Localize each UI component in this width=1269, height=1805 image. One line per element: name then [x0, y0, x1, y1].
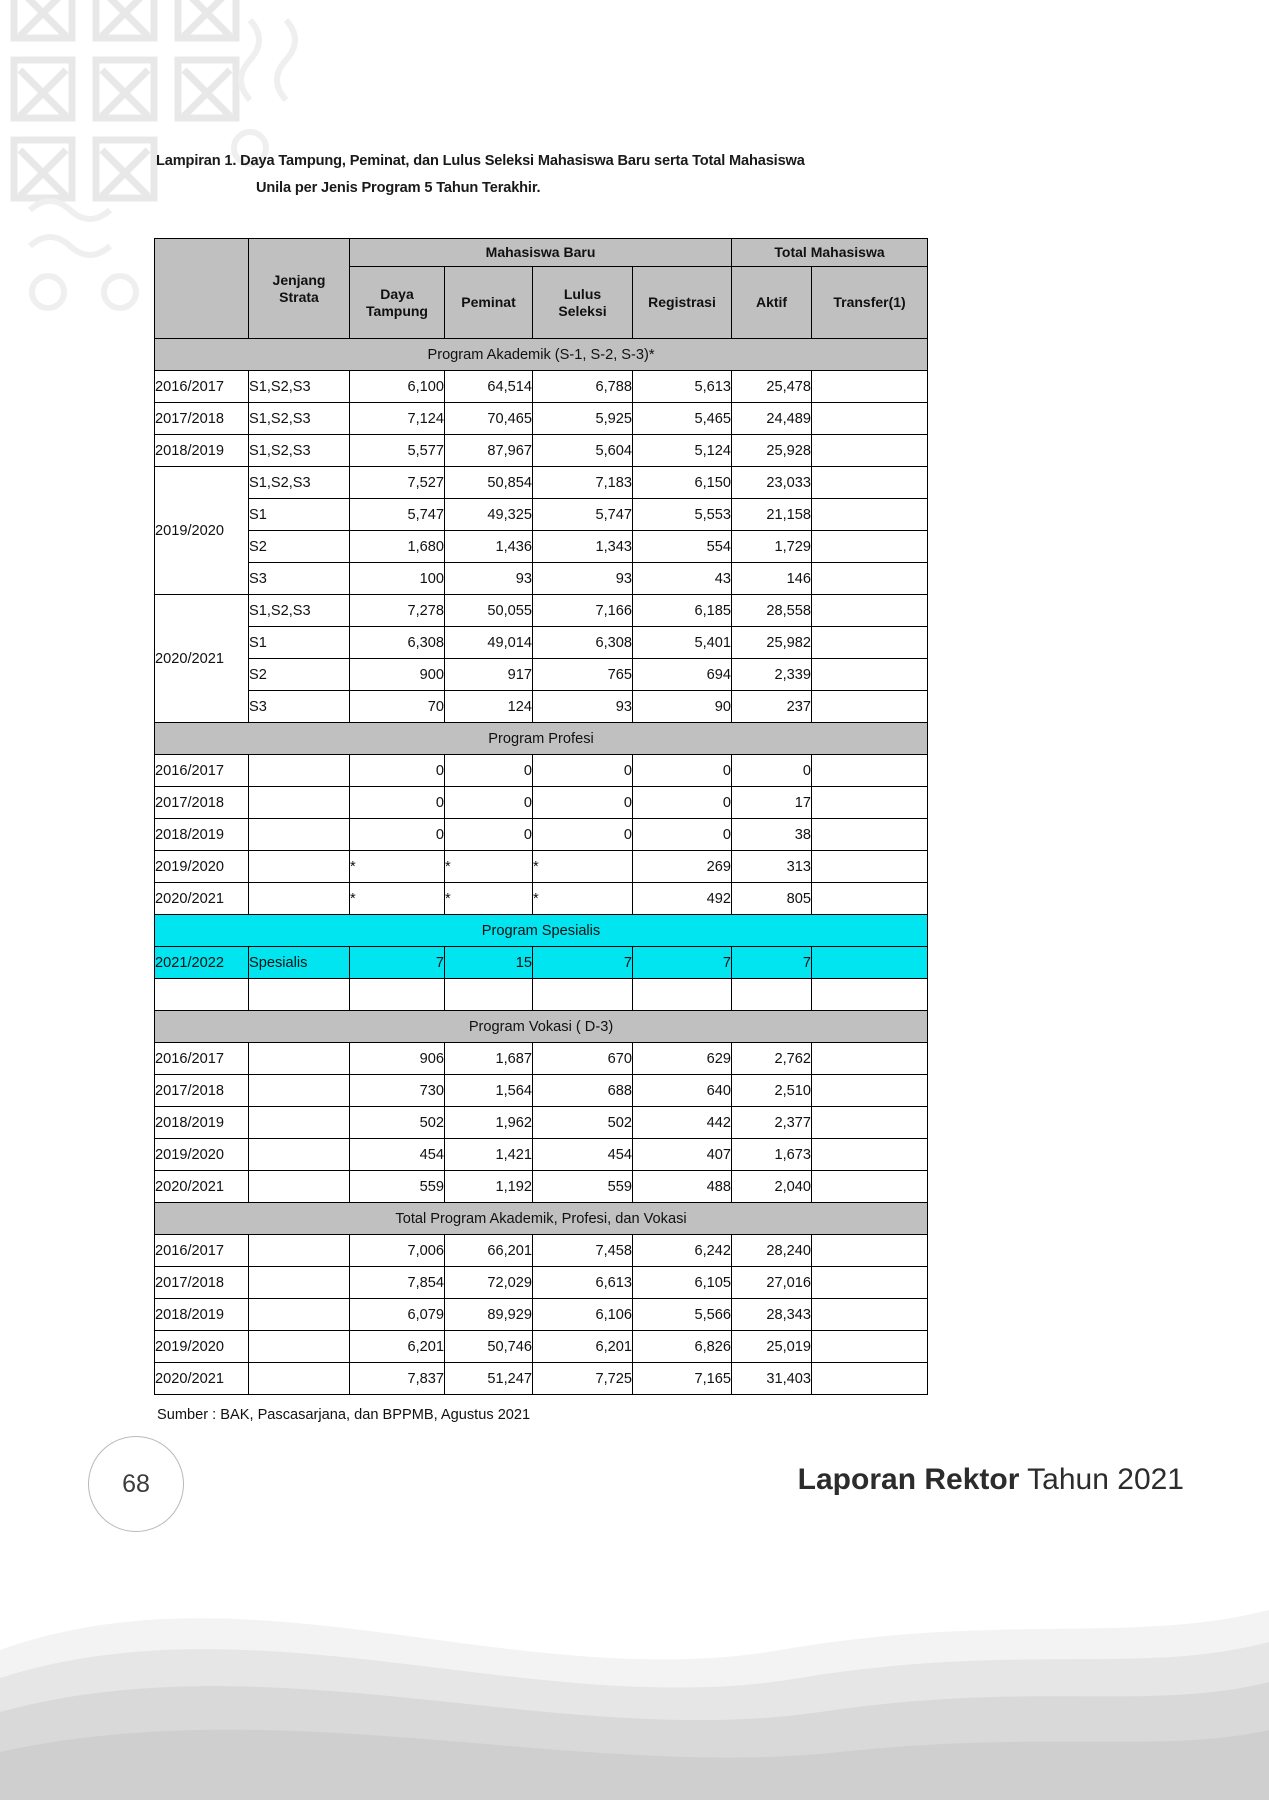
- cell-peminat: 0: [445, 787, 533, 819]
- cell-aktif: 2,377: [732, 1107, 812, 1139]
- cell-registrasi: 640: [633, 1075, 732, 1107]
- page-number: 68: [122, 1469, 150, 1498]
- cell-daya-tampung: 906: [350, 1043, 445, 1075]
- section-title: Total Program Akademik, Profesi, dan Vokasi: [155, 1203, 928, 1235]
- cell-transfer: [812, 1299, 928, 1331]
- section-title: Program Akademik (S-1, S-2, S-3)*: [155, 339, 928, 371]
- cell-daya-tampung: 6,201: [350, 1331, 445, 1363]
- table-row: [155, 947, 928, 979]
- cell-transfer: [812, 947, 928, 979]
- cell-registrasi: 694: [633, 659, 732, 691]
- cell-transfer: [812, 563, 928, 595]
- cell-aktif: 24,489: [732, 403, 812, 435]
- cell-daya-tampung: 7,527: [350, 467, 445, 499]
- cell-aktif: 28,558: [732, 595, 812, 627]
- cell-jenjang-strata: S1,S2,S3: [249, 403, 350, 435]
- table-row: [155, 1043, 928, 1075]
- cell-peminat: 917: [445, 659, 533, 691]
- cell-aktif: 28,240: [732, 1235, 812, 1267]
- cell-aktif: 2,040: [732, 1171, 812, 1203]
- cell-transfer: [812, 819, 928, 851]
- cell-peminat: 0: [445, 755, 533, 787]
- table-row: [155, 851, 928, 883]
- table-row: [155, 563, 928, 595]
- cell-jenjang-strata: [249, 787, 350, 819]
- table-row: [155, 467, 928, 499]
- section-header-row: [155, 1011, 928, 1043]
- cell-registrasi: 407: [633, 1139, 732, 1171]
- cell-aktif: 237: [732, 691, 812, 723]
- cell-jenjang-strata: S1: [249, 627, 350, 659]
- cell-registrasi: [633, 979, 732, 1011]
- table-row: [155, 403, 928, 435]
- cell-jenjang-strata: [249, 979, 350, 1011]
- cell-transfer: [812, 1235, 928, 1267]
- cell-registrasi: 0: [633, 819, 732, 851]
- header-lulus-seleksi: [533, 267, 633, 339]
- cell-jenjang-strata: S1,S2,S3: [249, 467, 350, 499]
- cell-transfer: [812, 755, 928, 787]
- cell-jenjang-strata: [249, 1267, 350, 1299]
- cell-lulus-seleksi: 6,788: [533, 371, 633, 403]
- table-row: [155, 1107, 928, 1139]
- cell-registrasi: 7,165: [633, 1363, 732, 1395]
- cell-daya-tampung: 730: [350, 1075, 445, 1107]
- cell-daya-tampung: *: [350, 851, 445, 883]
- cell-academic-year: 2017/2018: [155, 787, 249, 819]
- cell-daya-tampung: 6,308: [350, 627, 445, 659]
- cell-academic-year: 2020/2021: [155, 883, 249, 915]
- cell-aktif: 25,928: [732, 435, 812, 467]
- table-row: [155, 979, 928, 1011]
- cell-jenjang-strata: [249, 1139, 350, 1171]
- cell-lulus-seleksi: *: [533, 883, 633, 915]
- caption-line-2: Unila per Jenis Program 5 Tahun Terakhir.: [256, 179, 541, 196]
- cell-peminat: 64,514: [445, 371, 533, 403]
- cell-lulus-seleksi: 0: [533, 819, 633, 851]
- table-row: [155, 1363, 928, 1395]
- cell-jenjang-strata: [249, 755, 350, 787]
- cell-aktif: 38: [732, 819, 812, 851]
- cell-transfer: [812, 787, 928, 819]
- cell-aktif: 2,339: [732, 659, 812, 691]
- cell-daya-tampung: 70: [350, 691, 445, 723]
- header-daya-tampung: [350, 267, 445, 339]
- table-row: [155, 499, 928, 531]
- header-group-mahasiswa-baru: Mahasiswa Baru: [350, 239, 732, 267]
- cell-lulus-seleksi: 5,925: [533, 403, 633, 435]
- cell-academic-year: 2016/2017: [155, 755, 249, 787]
- cell-transfer: [812, 1363, 928, 1395]
- cell-lulus-seleksi: 502: [533, 1107, 633, 1139]
- cell-transfer: [812, 1043, 928, 1075]
- cell-jenjang-strata: S2: [249, 659, 350, 691]
- cell-aktif: 313: [732, 851, 812, 883]
- cell-registrasi: 5,566: [633, 1299, 732, 1331]
- header-jenjang-line1: Jenjang: [272, 272, 326, 289]
- header-transfer: Transfer(1): [812, 267, 928, 339]
- cell-registrasi: 269: [633, 851, 732, 883]
- cell-registrasi: 7: [633, 947, 732, 979]
- header-lulus-line1: Lulus: [563, 286, 602, 303]
- table-row: [155, 691, 928, 723]
- cell-aktif: 25,019: [732, 1331, 812, 1363]
- cell-academic-year: 2018/2019: [155, 435, 249, 467]
- cell-lulus-seleksi: 7,458: [533, 1235, 633, 1267]
- cell-aktif: 23,033: [732, 467, 812, 499]
- cell-daya-tampung: 0: [350, 819, 445, 851]
- header-daya-line1: Daya: [380, 286, 414, 303]
- cell-peminat: 50,746: [445, 1331, 533, 1363]
- table-row: [155, 1299, 928, 1331]
- cell-daya-tampung: 1,680: [350, 531, 445, 563]
- cell-transfer: [812, 1107, 928, 1139]
- table-row: [155, 531, 928, 563]
- cell-academic-year: 2019/2020: [155, 851, 249, 883]
- cell-peminat: 66,201: [445, 1235, 533, 1267]
- cell-lulus-seleksi: 688: [533, 1075, 633, 1107]
- cell-jenjang-strata: S1,S2,S3: [249, 371, 350, 403]
- table-row: [155, 1235, 928, 1267]
- cell-transfer: [812, 1075, 928, 1107]
- cell-daya-tampung: 7: [350, 947, 445, 979]
- cell-registrasi: 442: [633, 1107, 732, 1139]
- cell-peminat: 15: [445, 947, 533, 979]
- cell-aktif: 805: [732, 883, 812, 915]
- table-row: [155, 371, 928, 403]
- cell-peminat: 49,325: [445, 499, 533, 531]
- page-title: [156, 148, 906, 202]
- cell-lulus-seleksi: 5,747: [533, 499, 633, 531]
- table-row: [155, 755, 928, 787]
- cell-academic-year: 2020/2021: [155, 595, 249, 723]
- cell-jenjang-strata: S1,S2,S3: [249, 435, 350, 467]
- cell-registrasi: 554: [633, 531, 732, 563]
- cell-jenjang-strata: [249, 819, 350, 851]
- cell-registrasi: 6,826: [633, 1331, 732, 1363]
- cell-academic-year: 2021/2022: [155, 947, 249, 979]
- cell-transfer: [812, 979, 928, 1011]
- cell-jenjang-strata: [249, 1107, 350, 1139]
- table-row: [155, 819, 928, 851]
- cell-jenjang-strata: [249, 883, 350, 915]
- cell-daya-tampung: *: [350, 883, 445, 915]
- cell-transfer: [812, 595, 928, 627]
- footer-brand-light: Tahun 2021: [1019, 1463, 1184, 1496]
- cell-transfer: [812, 435, 928, 467]
- cell-daya-tampung: 100: [350, 563, 445, 595]
- cell-academic-year: 2019/2020: [155, 1139, 249, 1171]
- cell-daya-tampung: 559: [350, 1171, 445, 1203]
- cell-aktif: 146: [732, 563, 812, 595]
- cell-peminat: 1,564: [445, 1075, 533, 1107]
- caption-line-1: Lampiran 1. Daya Tampung, Peminat, dan Lulus Seleksi Mahasiswa Baru serta Total Mahasiswa: [156, 153, 805, 169]
- cell-academic-year: 2016/2017: [155, 371, 249, 403]
- cell-transfer: [812, 691, 928, 723]
- cell-aktif: 7: [732, 947, 812, 979]
- header-year-blank: [155, 239, 249, 339]
- cell-aktif: 0: [732, 755, 812, 787]
- cell-academic-year: 2020/2021: [155, 1171, 249, 1203]
- cell-lulus-seleksi: 0: [533, 755, 633, 787]
- cell-academic-year: 2018/2019: [155, 1299, 249, 1331]
- table-row: [155, 1139, 928, 1171]
- table-header: [155, 239, 928, 339]
- cell-aktif: 17: [732, 787, 812, 819]
- cell-academic-year: 2017/2018: [155, 1075, 249, 1107]
- cell-lulus-seleksi: 670: [533, 1043, 633, 1075]
- cell-jenjang-strata: S3: [249, 691, 350, 723]
- header-group-total-mahasiswa: Total Mahasiswa: [732, 239, 928, 267]
- cell-registrasi: 6,150: [633, 467, 732, 499]
- cell-daya-tampung: 5,747: [350, 499, 445, 531]
- header-lulus-line2: Seleksi: [558, 302, 607, 319]
- section-header-row: [155, 723, 928, 755]
- cell-jenjang-strata: [249, 1299, 350, 1331]
- cell-peminat: *: [445, 883, 533, 915]
- cell-daya-tampung: 5,577: [350, 435, 445, 467]
- section-header-row: [155, 1203, 928, 1235]
- cell-academic-year: 2020/2021: [155, 1363, 249, 1395]
- cell-peminat: 1,421: [445, 1139, 533, 1171]
- cell-aktif: 27,016: [732, 1267, 812, 1299]
- footer-brand-bold: Laporan Rektor: [797, 1463, 1020, 1496]
- cell-registrasi: 6,185: [633, 595, 732, 627]
- cell-lulus-seleksi: 93: [533, 563, 633, 595]
- cell-jenjang-strata: S1: [249, 499, 350, 531]
- cell-aktif: 2,510: [732, 1075, 812, 1107]
- cell-academic-year: 2019/2020: [155, 467, 249, 595]
- cell-daya-tampung: 7,837: [350, 1363, 445, 1395]
- cell-jenjang-strata: S1,S2,S3: [249, 595, 350, 627]
- cell-transfer: [812, 371, 928, 403]
- table-row: [155, 435, 928, 467]
- cell-lulus-seleksi: [533, 979, 633, 1011]
- table-row: [155, 787, 928, 819]
- cell-daya-tampung: 0: [350, 787, 445, 819]
- cell-lulus-seleksi: 765: [533, 659, 633, 691]
- cell-transfer: [812, 659, 928, 691]
- cell-academic-year: 2017/2018: [155, 403, 249, 435]
- cell-daya-tampung: 7,124: [350, 403, 445, 435]
- cell-peminat: [445, 979, 533, 1011]
- lampiran-table: [154, 238, 928, 1395]
- table-body: [155, 339, 928, 1395]
- cell-daya-tampung: 454: [350, 1139, 445, 1171]
- cell-lulus-seleksi: 1,343: [533, 531, 633, 563]
- cell-transfer: [812, 1331, 928, 1363]
- cell-transfer: [812, 883, 928, 915]
- cell-peminat: 72,029: [445, 1267, 533, 1299]
- cell-jenjang-strata: [249, 1171, 350, 1203]
- table-row: [155, 595, 928, 627]
- cell-aktif: 25,982: [732, 627, 812, 659]
- cell-daya-tampung: [350, 979, 445, 1011]
- cell-transfer: [812, 627, 928, 659]
- cell-aktif: 1,673: [732, 1139, 812, 1171]
- cell-daya-tampung: 6,100: [350, 371, 445, 403]
- cell-jenjang-strata: [249, 1235, 350, 1267]
- table-header-group-row: [155, 239, 928, 267]
- cell-peminat: 50,055: [445, 595, 533, 627]
- cell-aktif: 31,403: [732, 1363, 812, 1395]
- cell-lulus-seleksi: 7: [533, 947, 633, 979]
- cell-registrasi: 5,401: [633, 627, 732, 659]
- table-row: [155, 627, 928, 659]
- page-number-badge: [88, 1436, 184, 1532]
- cell-transfer: [812, 1171, 928, 1203]
- table-row: [155, 883, 928, 915]
- cell-lulus-seleksi: 6,613: [533, 1267, 633, 1299]
- cell-jenjang-strata: [249, 851, 350, 883]
- cell-lulus-seleksi: 7,725: [533, 1363, 633, 1395]
- cell-transfer: [812, 499, 928, 531]
- cell-lulus-seleksi: 7,166: [533, 595, 633, 627]
- cell-peminat: 1,687: [445, 1043, 533, 1075]
- cell-daya-tampung: 6,079: [350, 1299, 445, 1331]
- lampiran-table-container: [154, 238, 927, 1395]
- cell-jenjang-strata: S2: [249, 531, 350, 563]
- table-row: [155, 659, 928, 691]
- table-row: [155, 1171, 928, 1203]
- section-header-row: [155, 915, 928, 947]
- cell-aktif: 28,343: [732, 1299, 812, 1331]
- cell-daya-tampung: 900: [350, 659, 445, 691]
- cell-aktif: 25,478: [732, 371, 812, 403]
- cell-peminat: 70,465: [445, 403, 533, 435]
- cell-registrasi: 5,613: [633, 371, 732, 403]
- cell-jenjang-strata: Spesialis: [249, 947, 350, 979]
- cell-academic-year: 2016/2017: [155, 1235, 249, 1267]
- header-jenjang-line2: Strata: [279, 288, 319, 305]
- cell-lulus-seleksi: *: [533, 851, 633, 883]
- cell-academic-year: 2019/2020: [155, 1331, 249, 1363]
- cell-registrasi: 5,465: [633, 403, 732, 435]
- cell-transfer: [812, 531, 928, 563]
- cell-peminat: 0: [445, 819, 533, 851]
- table-row: [155, 1267, 928, 1299]
- section-title: Program Spesialis: [155, 915, 928, 947]
- cell-lulus-seleksi: 6,106: [533, 1299, 633, 1331]
- cell-registrasi: 488: [633, 1171, 732, 1203]
- table-row: [155, 1075, 928, 1107]
- cell-peminat: *: [445, 851, 533, 883]
- section-header-row: [155, 339, 928, 371]
- header-peminat: Peminat: [445, 267, 533, 339]
- cell-jenjang-strata: [249, 1043, 350, 1075]
- cell-peminat: 87,967: [445, 435, 533, 467]
- cell-lulus-seleksi: 559: [533, 1171, 633, 1203]
- cell-peminat: 89,929: [445, 1299, 533, 1331]
- cell-registrasi: 5,124: [633, 435, 732, 467]
- section-title: Program Profesi: [155, 723, 928, 755]
- cell-transfer: [812, 851, 928, 883]
- cell-peminat: 1,192: [445, 1171, 533, 1203]
- cell-daya-tampung: 0: [350, 755, 445, 787]
- cell-daya-tampung: 7,006: [350, 1235, 445, 1267]
- cell-jenjang-strata: S3: [249, 563, 350, 595]
- header-jenjang-strata: [249, 239, 350, 339]
- cell-lulus-seleksi: 6,308: [533, 627, 633, 659]
- cell-peminat: 1,962: [445, 1107, 533, 1139]
- cell-registrasi: 0: [633, 755, 732, 787]
- cell-academic-year: 2018/2019: [155, 1107, 249, 1139]
- section-title: Program Vokasi ( D-3): [155, 1011, 928, 1043]
- cell-transfer: [812, 1139, 928, 1171]
- cell-aktif: 21,158: [732, 499, 812, 531]
- cell-academic-year: [155, 979, 249, 1011]
- cell-daya-tampung: 7,278: [350, 595, 445, 627]
- cell-registrasi: 5,553: [633, 499, 732, 531]
- cell-lulus-seleksi: 454: [533, 1139, 633, 1171]
- cell-peminat: 51,247: [445, 1363, 533, 1395]
- cell-academic-year: 2016/2017: [155, 1043, 249, 1075]
- cell-registrasi: 6,105: [633, 1267, 732, 1299]
- cell-peminat: 49,014: [445, 627, 533, 659]
- cell-daya-tampung: 502: [350, 1107, 445, 1139]
- cell-registrasi: 629: [633, 1043, 732, 1075]
- header-registrasi: Registrasi: [633, 267, 732, 339]
- cell-peminat: 1,436: [445, 531, 533, 563]
- cell-transfer: [812, 403, 928, 435]
- cell-academic-year: 2017/2018: [155, 1267, 249, 1299]
- cell-lulus-seleksi: 6,201: [533, 1331, 633, 1363]
- cell-jenjang-strata: [249, 1363, 350, 1395]
- cell-transfer: [812, 467, 928, 499]
- cell-peminat: 93: [445, 563, 533, 595]
- cell-registrasi: 492: [633, 883, 732, 915]
- cell-lulus-seleksi: 93: [533, 691, 633, 723]
- cell-lulus-seleksi: 7,183: [533, 467, 633, 499]
- cell-registrasi: 6,242: [633, 1235, 732, 1267]
- cell-aktif: [732, 979, 812, 1011]
- header-daya-line2: Tampung: [366, 302, 428, 319]
- cell-academic-year: 2018/2019: [155, 819, 249, 851]
- cell-jenjang-strata: [249, 1331, 350, 1363]
- table-row: [155, 1331, 928, 1363]
- cell-peminat: 50,854: [445, 467, 533, 499]
- cell-registrasi: 43: [633, 563, 732, 595]
- cell-daya-tampung: 7,854: [350, 1267, 445, 1299]
- header-aktif: Aktif: [732, 267, 812, 339]
- cell-jenjang-strata: [249, 1075, 350, 1107]
- cell-peminat: 124: [445, 691, 533, 723]
- source-note: Sumber : BAK, Pascasarjana, dan BPPMB, Agustus 2021: [157, 1407, 531, 1423]
- cell-aktif: 2,762: [732, 1043, 812, 1075]
- footer-brand: [798, 1463, 1184, 1497]
- cell-lulus-seleksi: 5,604: [533, 435, 633, 467]
- bottom-wave-ornament: [0, 1500, 1269, 1800]
- cell-registrasi: 90: [633, 691, 732, 723]
- cell-registrasi: 0: [633, 787, 732, 819]
- cell-lulus-seleksi: 0: [533, 787, 633, 819]
- cell-transfer: [812, 1267, 928, 1299]
- cell-aktif: 1,729: [732, 531, 812, 563]
